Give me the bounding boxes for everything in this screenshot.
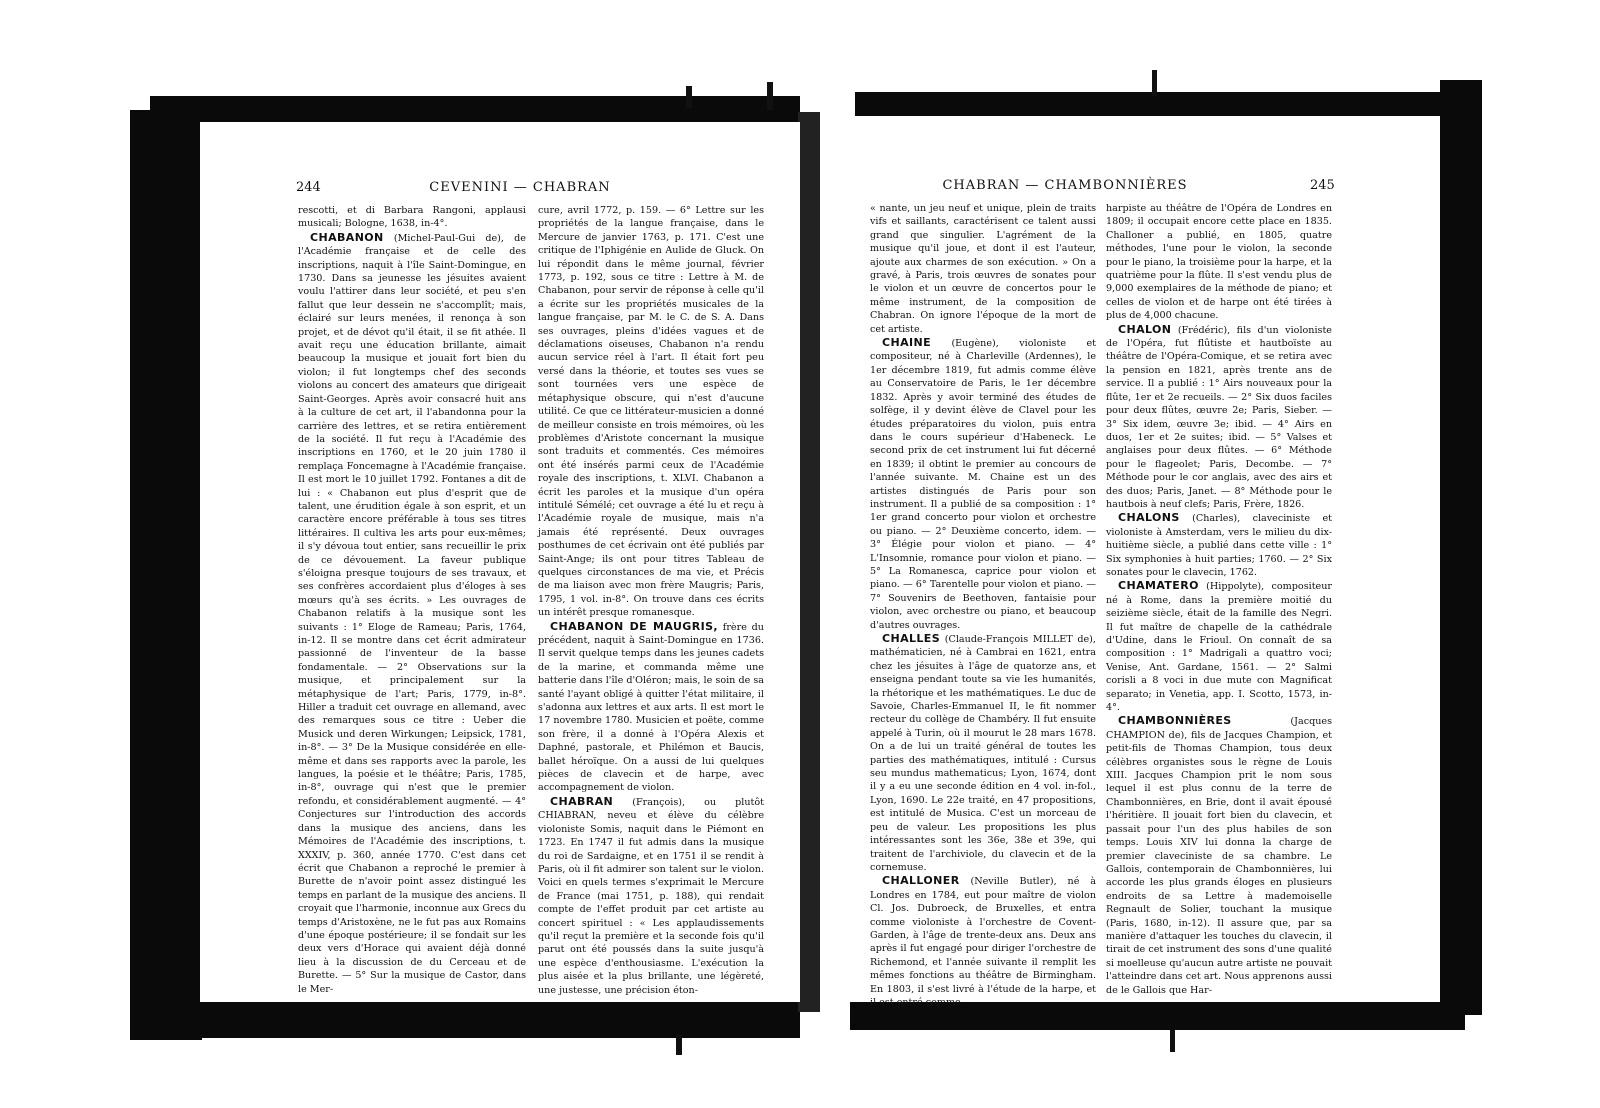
binding-tab-mid xyxy=(767,82,773,110)
entry-text: (Frédéric), fils d'un violoniste de l'Opéra, fut flûtiste et hautboïste au théâtre de l'Opéra-Comique, et se retira avec la pension en 1821, après trente ans de service. Il a publié : 1° Airs nouveaux pour la flûte, 1er et 2e recueils. — 2° Six duos faciles pour deux flûtes, œuvre 2e; Paris, Sieber. — 3° Six idem, œuvre 3e; ibid. — 4° Airs en duos, 1er et 2e suites; ibid. — 5° Valses et anglaises pour deux flûtes. — 6° Méthode pour le flageolet; Paris, Decombe. — 7° Méthode pour le cor anglais, avec des airs et des duos; Paris, Janet. — 8° Méthode pour le hautbois à neuf clefs; Paris, Frère, 1826. xyxy=(1106,324,1332,510)
entry-text: (Jacques CHAMPION de), fils de Jacques Champion, et petit-fils de Thomas Champion, tous deux célèbres organistes sous le règne de Louis XIII. Jacques Champion prit le nom sous lequel il est plus connu de la terre de Chambonnières, en Brie, dont il avait épousé l'héritière. Il jouait fort bien du clavecin, et passait pour l'un des plus habiles de son temps. Louis XIV lui donna la charge de premier claveciniste de sa chambre. Le Gallois, contemporain de Chambonnières, lui accorde les plus grands éloges en plusieurs endroits de sa Lettre à mademoiselle Regnault de Solier, touchant la musique (Paris, 1680, in-12). Il assure que, par sa manière d'attaquer les touches du clavecin, il tirait de cet instrument des sons d'une qualité si moelleuse qu'aucun autre artiste ne pouvait l'atteindre dans cet art. Nous apprenons aussi de le Gallois que Har- xyxy=(1106,716,1332,996)
right-page xyxy=(820,116,1440,1008)
left-column-2 xyxy=(538,204,764,997)
entry-text: harpiste au théâtre de l'Opéra de Londres en 1809; il occupait encore cette place en 1835. Challoner a publié, en 1805, quatre méthodes, l'une pour le violon, la seconde pour le piano, la troisième pour la harpe, et la quatrième pour la flûte. Il s'est vendu plus de 9,000 exemplaires de la méthode de piano; et celles de violon et de harpe ont été tirées à plus de 4,000 chacune. xyxy=(1106,203,1332,322)
dictionary-entry xyxy=(870,336,1096,632)
dictionary-entry xyxy=(870,874,1096,1009)
entry-headword: CHAMBONNIÈRES xyxy=(1118,714,1232,728)
entry-headword: CHABRAN xyxy=(550,794,614,808)
binding-gutter xyxy=(798,112,820,1012)
dictionary-entry xyxy=(1106,511,1332,579)
dictionary-entry xyxy=(538,620,764,795)
left-running-title: CEVENINI — CHABRAN xyxy=(429,180,611,195)
dictionary-entry xyxy=(538,795,764,997)
right-page-header xyxy=(820,178,1440,200)
entry-text: rescotti, et di Barbara Rangoni, applausi musicali; Bologne, 1638, in-4°. xyxy=(298,205,526,230)
right-column-2 xyxy=(1106,202,1332,997)
dictionary-entry xyxy=(870,202,1096,336)
entry-headword: CHAINE xyxy=(882,336,932,350)
entry-headword: CHALON xyxy=(1118,322,1172,336)
left-page xyxy=(200,122,800,1002)
entry-headword: CHALONS xyxy=(1118,511,1180,525)
scan-border-left-outer xyxy=(130,110,202,1040)
entry-text: (Charles), claveciniste et violoniste à Amsterdam, vers le milieu du dix-huitième siècle, a publié dans cette ville : 1° Six symphonies à huit parties; 1760. — 2° Six sonates pour le clavecin, 1762. xyxy=(1106,513,1332,578)
dictionary-entry xyxy=(538,204,764,620)
entry-headword: CHALLES xyxy=(882,632,941,645)
scan-border-right-outer xyxy=(1440,80,1482,1015)
left-column-1 xyxy=(298,204,526,996)
binding-tab-left xyxy=(686,86,692,108)
entry-text: (Claude-François MILLET de), mathématicien, né à Cambrai en 1621, entra chez les jésuites à l'âge de quatorze ans, et enseigna pendant toute sa vie les humanités, la rhétorique et les mathématiques. Le duc de Savoie, Charles-Emmanuel II, le fit nommer recteur du collège de Chambéry. Il fut ensuite appelé à Turin, où il mourut le 28 mars 1678. On a de lui un traité général de toutes les parties des mathématiques, intitulé : Cursus seu mundus mathematicus; Lyon, 1674, dont il y a eu une seconde édition en 4 vol. in-fol., Lyon, 1690. Le 22e traité, en 47 propositions, est intitulé de Musica. C'est un morceau de peu de valeur. Les propositions les plus intéressantes sont les 36e, 38e et 39e, qui traitent de l'archiviole, du clavecin et de la cornemuse. xyxy=(870,634,1096,873)
right-column-1 xyxy=(870,202,1096,1009)
entry-text: (Michel-Paul-Gui de), de l'Académie française et de celle des inscriptions, naquit à l'île Saint-Domingue, en 1730. Dans sa jeunesse les jésuites avaient voulu l'attirer dans leur société, et peu s'en fallut que leur dessein ne s'accomplît; mais, éclairé sur leurs menées, il renonça à son projet, et de dévot qu'il était, il se fit athée. Il avait reçu une éducation brillante, aimait beaucoup la musique et jouait fort bien du violon; il fut longtemps chef des seconds violons au concert des amateurs que dirigeait Saint-Georges. Après avoir consacré huit ans à la culture de cet art, il l'abandonna pour la carrière des lettres, et se retira entièrement de la société. Il fut reçu à l'Académie des inscriptions en 1760, et le 20 juin 1780 il remplaça Foncemagne à l'Académie française. Il est mort le 10 juillet 1792. Fontanes a dit de lui : « Chabanon eut plus d'esprit que de talent, une érudition égale à son esprit, et un caractère encore préférable à tous ses titres littéraires. Il cultiva les arts pour eux-mêmes; il s'y dévoua tout entier, sans recueillir le prix de ce dévouement. La faveur publique s'éloigna presque toujours de ses travaux, et ses confrères accordaient plus d'éloges à ses mœurs qu'à ses écrits. » Les ouvrages de Chabanon relatifs à la musique sont les suivants : 1° Eloge de Rameau; Paris, 1764, in-12. Il se montre dans cet écrit admirateur passionné de l'inventeur de la basse fondamentale. — 2° Observations sur la musique, et principalement sur la métaphysique de l'art; Paris, 1779, in-8°. Hiller a traduit cet ouvrage en allemand, avec des remarques sous ce titre : Ueber die Musick und deren Wirkungen; Leipsick, 1781, in-8°. — 3° De la Musique considérée en elle-même et dans ses rapports avec la parole, les langues, la poésie et le théâtre; Paris, 1785, in-8°, ouvrage qui n'est que le premier refondu, et considérablement augmenté. — 4° Conjectures sur l'introduction des accords dans la musique des anciens, dans les Mémoires de l'Académie des inscriptions, t. XXXIV, p. 360, année 1770. C'est dans cet écrit que Chabanon a reproché le premier à Burette de n'avoir point assez distingué les temps en parlant de la musique des anciens. Il croyait que l'harmonie, inconnue aux Grecs du temps d'Aristoxène, ne le fut pas aux Romains d'une époque postérieure; il se fondait sur les deux vers d'Horace qui avaient déjà donné lieu à la discussion de du Cerceau et de Burette. — 5° Sur la musique de Castor, dans le Mer- xyxy=(298,232,526,995)
entry-headword: CHABANON DE MAUGRIS, xyxy=(550,619,718,633)
entry-headword: CHAMATERO xyxy=(1118,579,1199,593)
entry-text: (Eugène), violoniste et compositeur, né à Charleville (Ardennes), le 1er décembre 1819, fut admis comme élève au Conservatoire de Paris, le 1er décembre 1832. Après y avoir terminé des études de solfège, il y devint élève de Clavel pour les études préparatoires du violon, puis entra dans le cours supérieur d'Habeneck. Le second prix de cet instrument lui fut décerné en 1839; il obtint le premier au concours de l'année suivante. M. Chaine est un des artistes distingués de Paris pour son instrument. Il a publié de sa composition : 1° 1er grand concerto pour violon et orchestre ou piano. — 2° Deuxième concerto, idem. — 3° Élégie pour violon et piano. — 4° L'Insomnie, romance pour violon et piano. — 5° La Romanesca, caprice pour violon et piano. — 6° Tarentelle pour violon et piano. — 7° Souvenirs de Beethoven, fantaisie pour violon, avec orchestre ou piano, et beaucoup d'autres ouvrages. xyxy=(870,338,1096,631)
dictionary-entry xyxy=(298,204,526,231)
entry-text: « nante, un jeu neuf et unique, plein de traits vifs et saillants, caractérisent ce talent aussi grand que singulier. L'agrément de la musique qu'il joue, et dont il est l'auteur, ajoute aux charmes de son exécution. » On a gravé, à Paris, trois œuvres de sonates pour le violon et un œuvre de concertos pour le même instrument, de la composition de Chabran. On ignore l'époque de la mort de cet artiste. xyxy=(870,203,1096,335)
right-running-title: CHABRAN — CHAMBONNIÈRES xyxy=(942,178,1188,193)
entry-text: (Hippolyte), compositeur né à Rome, dans la première moitié du seizième siècle, était de la famille des Negri. Il fut maître de chapelle de la cathédrale d'Udine, dans le Frioul. On connaît de sa composition : 1° Madrigali a quattro voci; Venise, Ant. Gardane, 1561. — 2° Salmi corisli a 8 voci in due mute con Magnificat separato; in Venetia, app. I. Scotto, 1573, in-4°. xyxy=(1106,581,1332,714)
binding-tab-bottom-right xyxy=(1170,1030,1175,1052)
entry-text: (Neville Butler), né à Londres en 1784, eut pour maître de violon Cl. Jos. Dubroeck, de Bruxelles, et entra comme violoniste à l'orchestre de Covent-Garden, à l'âge de trente-deux ans. Deux ans après il fut engagé pour diriger l'orchestre de Richemond, et l'année suivante il remplit les mêmes fonctions au théâtre de Birmingham. En 1803, il s'est livré à l'étude de la harpe, et il est entré comme xyxy=(870,876,1096,1008)
binding-tab-right xyxy=(1152,70,1157,96)
entry-headword: CHALLONER xyxy=(882,874,960,888)
entry-text: frère du précédent, naquit à Saint-Domingue en 1736. Il servit quelque temps dans les jeunes cadets de la marine, et commanda même une batterie dans l'île d'Oléron; mais, le soin de sa santé l'ayant obligé à quitter l'état militaire, il s'adonna aux lettres et aux arts. Il est mort le 17 novembre 1780. Musicien et poëte, comme son frère, il a donné à l'Opéra Alexis et Daphné, pastorale, et Philémon et Baucis, ballet héroïque. On a aussi de lui quelques pièces de clavecin et de harpe, avec accompagnement de violon. xyxy=(538,621,764,794)
entry-text: cure, avril 1772, p. 159. — 6° Lettre sur les propriétés de la langue française, dans le Mercure de janvier 1763, p. 171. C'est une critique de l'Iphigénie en Aulide de Gluck. On lui répondit dans le même journal, février 1773, p. 192, sous ce titre : Lettre à M. de Chabanon, pour servir de réponse à celle qu'il a écrite sur les propriétés musicales de la langue française, par M. le C. de S. A. Dans ses ouvrages, pleins d'idées vagues et de déclamations oiseuses, Chabanon n'a rendu aucun service réel à l'art. Il était fort peu versé dans la théorie, et toutes ses vues se sont tournées vers une espèce de métaphysique obscure, qui n'est d'aucune utilité. Ce que ce littérateur-musicien a donné de meilleur consiste en trois mémoires, où les problèmes d'Aristote concernant la musique sont traduits et commentés. Ces mémoires ont été insérés parmi ceux de l'Académie royale des inscriptions, t. XLVI. Chabanon a écrit les paroles et la musique d'un opéra intitulé Sémélé; cet ouvrage a été lu et reçu à l'Académie royale de musique, mais n'a jamais été représenté. Deux ouvrages posthumes de cet écrivain ont été publiés par Saint-Ange; ils ont pour titres Tableau de quelques circonstances de ma vie, et Précis de ma liaison avec mon frère Maugris; Paris, 1795, 1 vol. in-8°. On trouve dans ces écrits un intérêt presque romanesque. xyxy=(538,205,764,619)
dictionary-entry xyxy=(1106,714,1332,997)
entry-headword: CHABANON xyxy=(310,230,384,244)
left-page-number: 244 xyxy=(296,180,321,195)
right-page-number: 245 xyxy=(1310,178,1335,193)
dictionary-entry xyxy=(298,231,526,996)
dictionary-entry xyxy=(1106,323,1332,512)
scan-border-left-bottom xyxy=(140,1000,800,1038)
binding-tab-bottom-left xyxy=(676,1035,682,1055)
dictionary-entry xyxy=(1106,579,1332,714)
dictionary-entry xyxy=(870,632,1096,874)
entry-text: (François), ou plutôt CHIABRAN, neveu et élève du célèbre violoniste Somis, naquit dans le Piémont en 1723. En 1747 il fut admis dans la musique du roi de Sardaigne, et en 1751 il se rendit à Paris, où il fit admirer son talent sur le violon. Voici en quels termes s'exprimait le Mercure de France (mai 1751, p. 188), qui rendait compte de l'effet produit par cet artiste au concert spirituel : « Les applaudissements qu'il reçut la première et la seconde fois qu'il parut ont été poussés dans la suite jusqu'à une espèce d'enthousiasme. L'exécution la plus aisée et la plus brillante, une légèreté, une justesse, une précision éton- xyxy=(538,796,764,996)
dictionary-entry xyxy=(1106,202,1332,323)
